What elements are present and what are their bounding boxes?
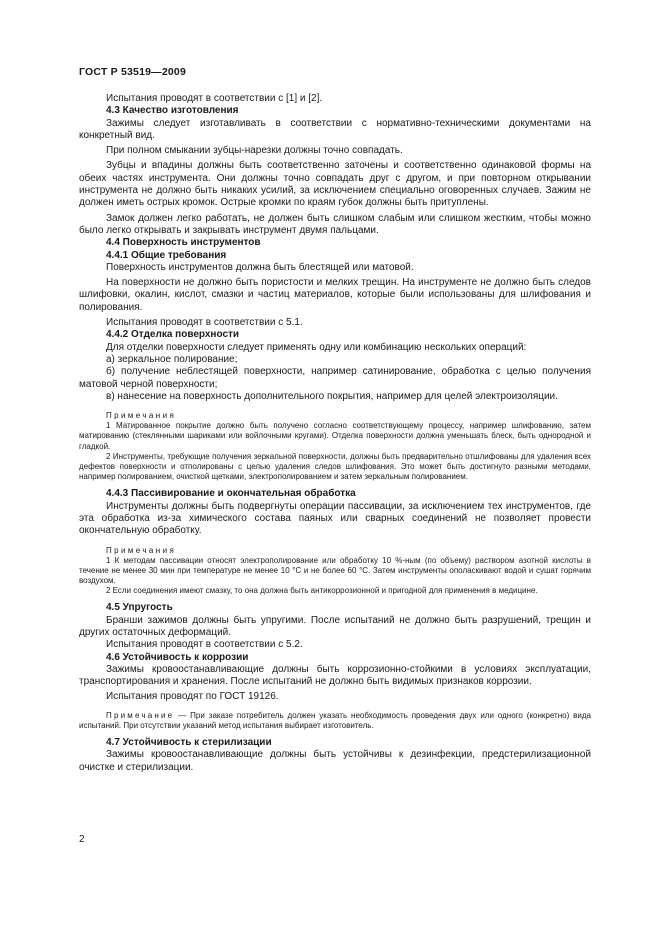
paragraph: Поверхность инструментов должна быть блестящей или матовой. — [106, 261, 414, 273]
notes-title: Примечания — [106, 411, 177, 421]
paragraph: Испытания проводят в соответствии с 5.2. — [106, 639, 303, 651]
paragraph: Зажимы кровоостанавливающие должны быть коррозионно-стойкими в условиях эксплуатации, транспортирования и хранения. После испытаний не должно быть видимых признаков коррозии. — [79, 663, 591, 688]
section-heading-4-6: 4.6 Устойчивость к коррозии — [106, 651, 249, 663]
list-item: б) получение неблестящей поверхности, например сатинирование, обработка с целью получения матовой черной поверхности; — [79, 366, 591, 390]
paragraph: Зубцы и впадины должны быть соответственно заточены и соответственно одинаковой формы на обеих частях инструмента. Они должны точно совпадать друг с другом, и при повторном открывании инструмента не должно быть никаких усилий, за исключением специально оговоренных случаев. Зажим не должен иметь острых кромок. Острые кромки по краям губок должны быть притуплены. — [79, 160, 591, 209]
section-heading-4-7: 4.7 Устойчивость к стерилизации — [106, 737, 272, 749]
paragraph: Испытания проводят в соответствии с 5.1. — [106, 317, 303, 329]
list-item: а) зеркальное полирование; — [106, 353, 238, 365]
section-heading-4-4-3: 4.4.3 Пассивирование и окончательная обработка — [106, 488, 356, 500]
paragraph: На поверхности не должно быть пористости и мелких трещин. На инструменте не должно быть следов шлифовки, окалин, кислот, смазки и частиц материалов, которые были использованы для шлифования и полирования. — [79, 277, 591, 313]
paragraph: Зажимы кровоостанавливающие должны быть устойчивы к дезинфекции, предстерилизационной очистке и стерилизации. — [79, 749, 591, 773]
paragraph: Для отделки поверхности следует применять одну или комбинацию нескольких операций: — [106, 341, 527, 353]
document-header: ГОСТ Р 53519—2009 — [79, 66, 187, 78]
paragraph: Испытания проводят в соответствии с [1] и [2]. — [106, 93, 323, 104]
note: 2 Инструменты, требующие получения зеркальной поверхности, должны быть предварительно отшлифованы для удаления всех дефектов поверхности и отполированы с целью удаления следов шлифования. Это может быть достигнуто разными методами, например полированием, очисткой щетками, электрополированием и затем зеркальным полированием. — [79, 451, 591, 482]
notes-title: Примечания — [106, 545, 177, 555]
page-number: 2 — [79, 834, 85, 845]
note: 1 К методам пассивации относят электрополирование или обработку 10 %-ным (по объему) раствором азотной кислоты в течение не менее 30 мин при температуре не менее 10 °С и не более 60 °С. Затем инструменты ополаскивают водой и сушат горячим воздухом. — [79, 555, 591, 585]
section-heading-4-4-2: 4.4.2 Отделка поверхности — [106, 329, 240, 341]
paragraph: Инструменты должны быть подвергнуты операции пассивации, за исключением тех инструментов, где эта обработка из-за химического состава паяных или сварных соединений не позволяет провести окончательную обработку. — [79, 500, 591, 537]
paragraph: При полном смыкании зубцы-нарезки должны точно совпадать. — [106, 145, 403, 157]
list-item: в) нанесение на поверхность дополнительного покрытия, например для целей электроизоляции. — [106, 390, 558, 402]
section-heading-4-3: 4.3 Качество изготовления — [106, 105, 239, 117]
note: 2 Если соединения имеют смазку, то она должна быть антикоррозионной и пригодной для применения в медицине. — [106, 586, 538, 596]
note-label: Примечание — [106, 710, 175, 720]
paragraph: Зажимы следует изготавливать в соответствии с нормативно-техническими документами на конкретный вид. — [79, 117, 591, 141]
document-body — [79, 93, 591, 774]
note-text: — При заказе потребитель должен указать необходимость проведения двух или одного (конкретно) вида испытаний. При отсутствии указаний метод испытания выбирает изготовитель. — [79, 710, 591, 730]
section-heading-4-4-1: 4.4.1 Общие требования — [106, 249, 227, 261]
paragraph: Замок должен легко работать, не должен быть слишком слабым или слишком жестким, чтобы можно было легко открывать и закрывать инструмент двумя пальцами. — [79, 212, 591, 236]
note: 1 Матированное покрытие должно быть получено согласно соответствующему процессу, например шлифованию, затем матированию (стеклянными шариками или войлочными кругами). Отделка поверхности должна уменьшать блеск, быть однородной и гладкой. — [79, 421, 591, 451]
note-inline — [79, 711, 591, 731]
paragraph: Испытания проводят по ГОСТ 19126. — [106, 691, 279, 703]
section-heading-4-5: 4.5 Упругость — [106, 602, 173, 614]
section-heading-4-4: 4.4 Поверхность инструментов — [106, 237, 261, 249]
paragraph: Бранши зажимов должны быть упругими. После испытаний не должно быть разрушений, трещин и других остаточных деформаций. — [79, 614, 591, 638]
